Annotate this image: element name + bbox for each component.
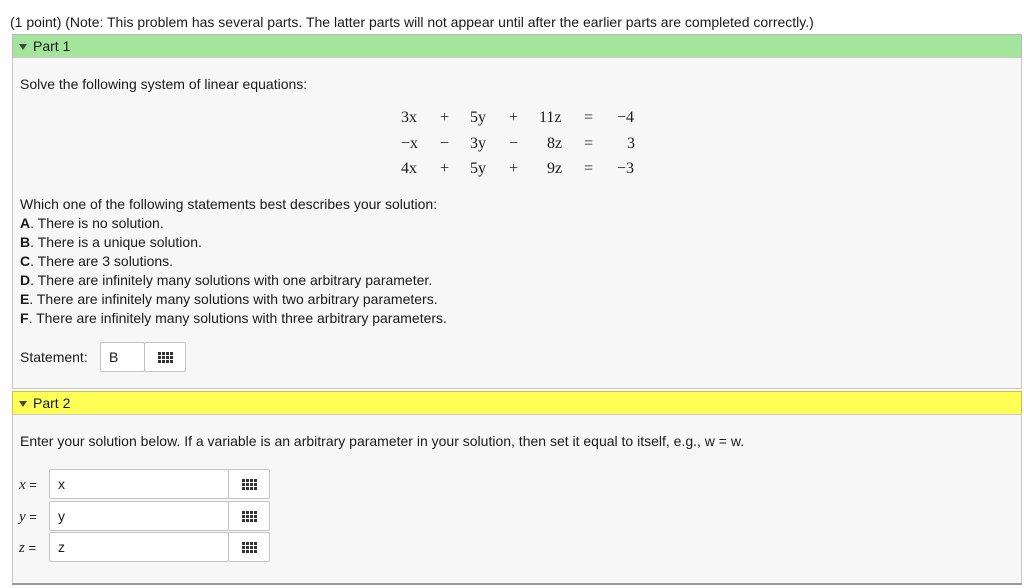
part-2-header[interactable] bbox=[12, 391, 1022, 415]
eq1-op-1: + bbox=[440, 109, 450, 126]
eq1-term-z: 11z bbox=[539, 109, 562, 126]
part-2-instruction: Enter your solution below. If a variable is an arbitrary parameter in your solution, then set it equal to itself, e.g., w = w. bbox=[20, 433, 745, 449]
option-e: E. There are infinitely many solutions with two arbitrary parameters. bbox=[20, 291, 438, 307]
eq3-term-x: 4x bbox=[401, 160, 417, 177]
eq2-term-y: 3y bbox=[470, 135, 486, 152]
eq1-term-y: 5y bbox=[470, 109, 486, 126]
z-palette-button[interactable] bbox=[228, 532, 270, 562]
eq2-op-1: − bbox=[440, 135, 450, 152]
y-value: y bbox=[58, 508, 65, 524]
eq3-op-1: + bbox=[440, 160, 450, 177]
statement-palette-button[interactable] bbox=[144, 342, 186, 372]
statement-value: B bbox=[109, 349, 119, 365]
part-1-prompt: Solve the following system of linear equations: bbox=[20, 76, 308, 92]
x-palette-button[interactable] bbox=[228, 469, 270, 499]
part-1-title: Part 1 bbox=[33, 38, 71, 54]
eq3-term-z: 9z bbox=[547, 160, 563, 177]
y-input[interactable] bbox=[49, 501, 229, 531]
eq3-term-y: 5y bbox=[470, 160, 486, 177]
problem-intro: (1 point) (Note: This problem has several parts. The latter parts will not appear until after the earlier parts are completed correctly.) bbox=[10, 14, 814, 30]
equation-palette-icon bbox=[158, 352, 173, 363]
statement-input[interactable] bbox=[100, 342, 145, 372]
eq2-term-z: 8z bbox=[547, 135, 563, 152]
part-2-panel bbox=[12, 414, 1022, 584]
eq2-rhs: 3 bbox=[627, 135, 635, 152]
equation-palette-icon bbox=[242, 511, 257, 522]
option-c: C. There are 3 solutions. bbox=[20, 253, 174, 269]
eq1-rhs: −4 bbox=[617, 109, 635, 126]
statement-label: Statement: bbox=[20, 349, 88, 365]
z-label: z = bbox=[19, 540, 37, 556]
z-value: z bbox=[58, 539, 65, 555]
eq3-equals: = bbox=[584, 160, 594, 177]
option-a: A. There is no solution. bbox=[20, 215, 164, 231]
caret-down-icon bbox=[19, 44, 27, 50]
eq2-op-2: − bbox=[509, 135, 519, 152]
question-text: Which one of the following statements best describes your solution: bbox=[20, 196, 438, 212]
x-input[interactable] bbox=[49, 469, 229, 499]
x-value: x bbox=[58, 476, 65, 492]
z-input[interactable] bbox=[49, 532, 229, 562]
x-label: x = bbox=[19, 477, 37, 493]
option-b: B. There is a unique solution. bbox=[20, 234, 202, 250]
eq2-equals: = bbox=[584, 135, 594, 152]
option-f: F. There are infinitely many solutions with three arbitrary parameters. bbox=[20, 310, 447, 326]
eq1-op-2: + bbox=[509, 109, 519, 126]
option-d: D. There are infinitely many solutions with one arbitrary parameter. bbox=[20, 272, 433, 288]
equation-system bbox=[13, 58, 1021, 388]
eq3-rhs: −3 bbox=[617, 160, 635, 177]
eq1-term-x: 3x bbox=[401, 109, 417, 126]
equation-palette-icon bbox=[242, 542, 257, 553]
y-label: y = bbox=[19, 509, 37, 525]
eq1-equals: = bbox=[584, 109, 594, 126]
caret-down-icon bbox=[19, 401, 27, 407]
part-1-header[interactable] bbox=[12, 34, 1022, 58]
eq2-term-x: −x bbox=[401, 135, 419, 152]
part-2-title: Part 2 bbox=[33, 395, 71, 411]
eq3-op-2: + bbox=[509, 160, 519, 177]
part-1-panel bbox=[12, 57, 1022, 389]
divider bbox=[12, 583, 1022, 585]
equation-palette-icon bbox=[242, 479, 257, 490]
y-palette-button[interactable] bbox=[228, 501, 270, 531]
